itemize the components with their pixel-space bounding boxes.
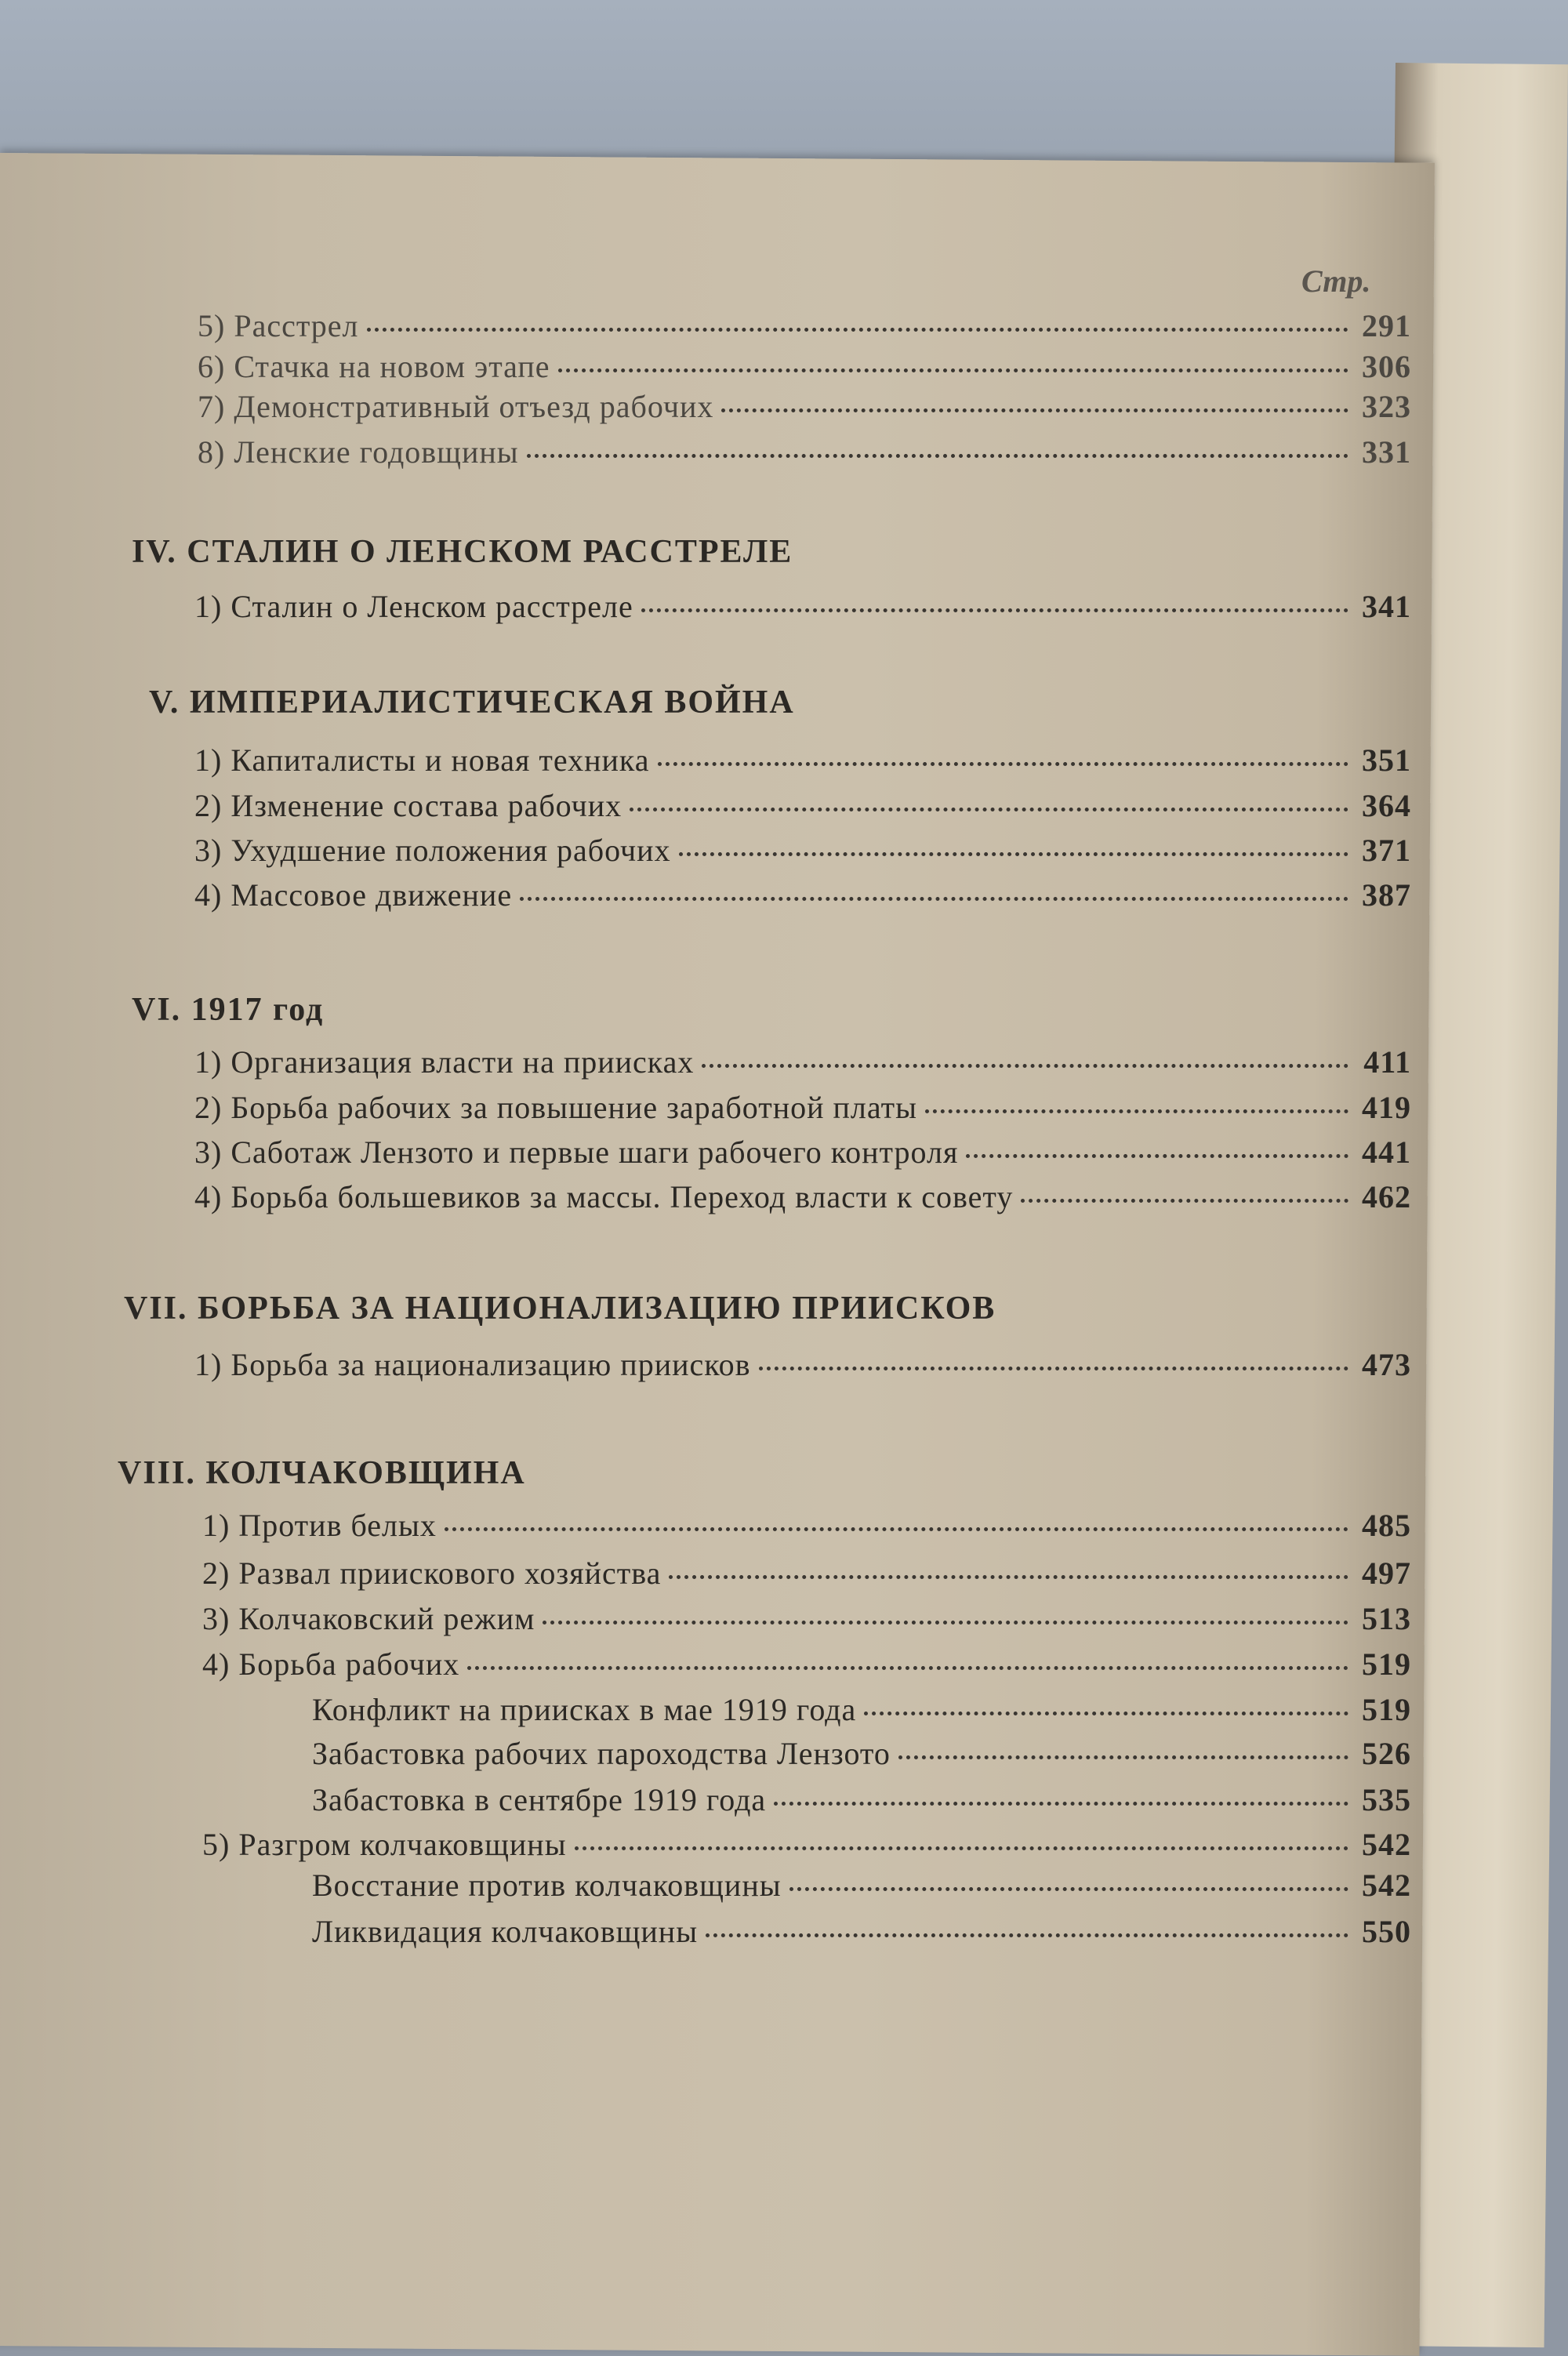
- dot-leader: [543, 1621, 1348, 1625]
- dot-leader: [641, 608, 1348, 612]
- toc-entry: [202, 1507, 1411, 1544]
- entry-title: 2) Развал приискового хозяйства: [202, 1556, 662, 1591]
- page-number: 542: [1362, 1827, 1411, 1862]
- section-heading: VII. БОРЬБА ЗА НАЦИОНАЛИЗАЦИЮ ПРИИСКОВ: [124, 1291, 996, 1327]
- dot-leader: [520, 897, 1348, 901]
- dot-leader: [706, 1933, 1348, 1937]
- toc-entry: [198, 348, 1411, 385]
- entry-title: 1) Сталин о Ленском расстреле: [194, 589, 633, 624]
- section-heading: V. ИМПЕРИАЛИСТИЧЕСКАЯ ВОЙНА: [149, 684, 795, 721]
- toc-entry: [202, 1646, 1411, 1683]
- page-number: 371: [1362, 833, 1411, 868]
- entry-title: 1) Капиталисты и новая техника: [194, 742, 650, 778]
- section-heading: IV. СТАЛИН О ЛЕНСКОМ РАССТРЕЛЕ: [132, 534, 793, 570]
- entry-title: Конфликт на приисках в мае 1919 года: [312, 1692, 857, 1727]
- page-number: 331: [1362, 434, 1411, 470]
- toc-entry: [198, 434, 1411, 470]
- page-number: 519: [1362, 1692, 1411, 1727]
- page-number: 419: [1362, 1090, 1411, 1125]
- dot-leader: [367, 328, 1348, 332]
- page-number: 323: [1362, 389, 1411, 424]
- entry-title: 5) Разгром колчаковщины: [202, 1827, 567, 1862]
- page-number: 542: [1362, 1868, 1411, 1903]
- page-number: 341: [1362, 589, 1411, 624]
- toc-entry: [198, 307, 1411, 344]
- entry-title: 3) Саботаж Лензото и первые шаги рабочего контроля: [194, 1134, 959, 1170]
- entry-title: 6) Стачка на новом этапе: [198, 349, 550, 384]
- toc-entry: [198, 388, 1411, 425]
- toc-entry: [194, 1044, 1411, 1080]
- entry-title: 2) Борьба рабочих за повышение заработной платы: [194, 1090, 917, 1125]
- page-number: 441: [1362, 1134, 1411, 1170]
- page-number: 513: [1362, 1601, 1411, 1636]
- toc-entry: [194, 1346, 1411, 1383]
- toc-entry: [202, 1600, 1411, 1637]
- entry-title: 1) Организация власти на приисках: [194, 1044, 695, 1080]
- page-number: 351: [1362, 742, 1411, 778]
- toc-subentry: [312, 1867, 1411, 1904]
- page-number: 526: [1362, 1736, 1411, 1771]
- dot-leader: [774, 1802, 1348, 1806]
- entry-title: 8) Ленские годовщины: [198, 434, 519, 470]
- page-number: 462: [1362, 1179, 1411, 1214]
- toc-subentry: [312, 1691, 1411, 1728]
- toc-subentry: [312, 1735, 1411, 1772]
- page-column-header: Стр.: [1301, 263, 1371, 299]
- dot-leader: [925, 1109, 1348, 1113]
- toc-entry: [194, 787, 1411, 824]
- entry-title: 1) Против белых: [202, 1508, 437, 1543]
- toc-entry: [194, 1089, 1411, 1126]
- section-heading: VIII. КОЛЧАКОВЩИНА: [118, 1455, 526, 1491]
- dot-leader: [575, 1846, 1348, 1850]
- page-number: 291: [1362, 308, 1411, 343]
- dot-leader: [789, 1887, 1348, 1891]
- entry-title: Забастовка в сентябре 1919 года: [312, 1782, 767, 1817]
- page-number: 306: [1362, 349, 1411, 384]
- page-number: 550: [1362, 1914, 1411, 1949]
- section-heading: VI. 1917 год: [132, 992, 325, 1028]
- dot-leader: [658, 762, 1349, 766]
- entry-title: 5) Расстрел: [198, 308, 359, 343]
- dot-leader: [527, 454, 1348, 458]
- dot-leader: [1021, 1199, 1348, 1203]
- toc-entry: [194, 1178, 1411, 1215]
- toc-entry: [194, 1134, 1411, 1171]
- entry-title: 3) Колчаковский режим: [202, 1601, 535, 1636]
- entry-title: Забастовка рабочих пароходства Лензото: [312, 1736, 891, 1771]
- entry-title: 7) Демонстративный отъезд рабочих: [198, 389, 714, 424]
- dot-leader: [966, 1154, 1348, 1158]
- entry-title: Ликвидация колчаковщины: [312, 1914, 699, 1949]
- page-number: 364: [1362, 788, 1411, 823]
- entry-title: 4) Борьба рабочих: [202, 1646, 460, 1682]
- toc-entry: [194, 588, 1411, 625]
- toc-subentry: [312, 1913, 1411, 1950]
- dot-leader: [759, 1367, 1348, 1370]
- dot-leader: [558, 368, 1348, 372]
- page-number: 519: [1362, 1646, 1411, 1682]
- page-number: 411: [1363, 1044, 1411, 1080]
- entry-title: 3) Ухудшение положения рабочих: [194, 833, 671, 868]
- toc-entry: [194, 877, 1411, 913]
- dot-leader: [467, 1666, 1348, 1670]
- dot-leader: [702, 1064, 1348, 1068]
- dot-leader: [864, 1712, 1348, 1715]
- toc-entry: [194, 832, 1411, 869]
- entry-title: Восстание против колчаковщины: [312, 1868, 782, 1903]
- entry-title: 4) Массовое движение: [194, 877, 513, 913]
- dot-leader: [898, 1755, 1348, 1759]
- toc-entry: [202, 1826, 1411, 1863]
- page-number: 485: [1362, 1508, 1411, 1543]
- page-number: 473: [1362, 1347, 1411, 1382]
- toc-entry: [202, 1555, 1411, 1592]
- page-number: 497: [1362, 1556, 1411, 1591]
- toc-subentry: [312, 1781, 1411, 1818]
- dot-leader: [679, 852, 1348, 856]
- dot-leader: [669, 1575, 1348, 1579]
- dot-leader: [721, 408, 1348, 412]
- dot-leader: [630, 808, 1348, 811]
- dot-leader: [445, 1527, 1348, 1531]
- toc-entry: [194, 742, 1411, 779]
- entry-title: 2) Изменение состава рабочих: [194, 788, 622, 823]
- page-number: 535: [1362, 1782, 1411, 1817]
- entry-title: 1) Борьба за национализацию приисков: [194, 1347, 751, 1382]
- page-number: 387: [1362, 877, 1411, 913]
- entry-title: 4) Борьба большевиков за массы. Переход власти к совету: [194, 1179, 1014, 1214]
